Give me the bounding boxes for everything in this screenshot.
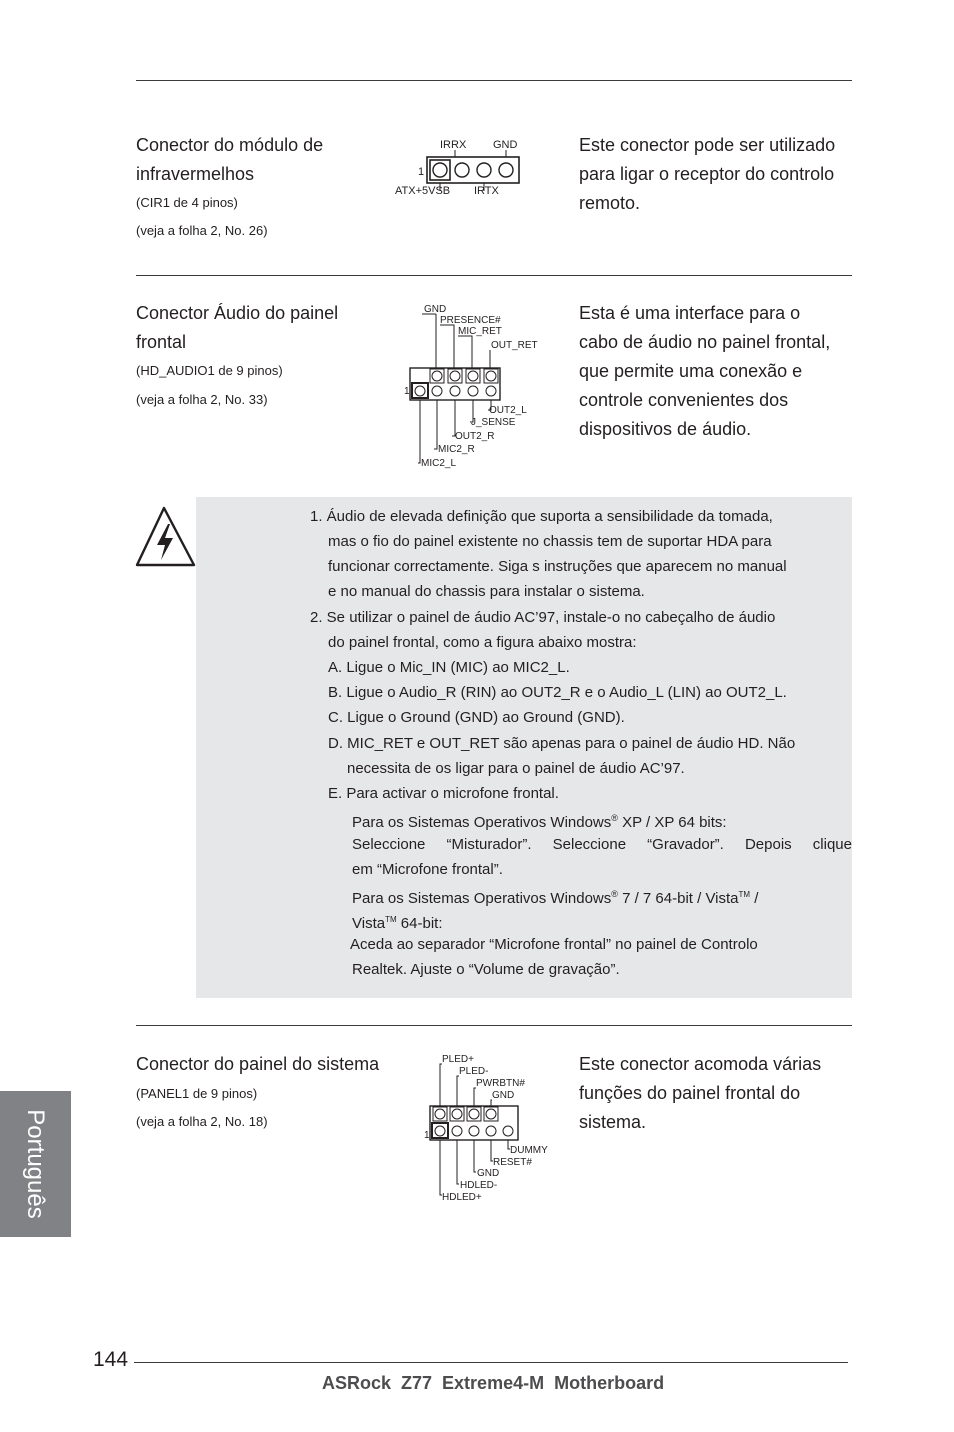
note-win7-tm: TM	[738, 890, 751, 899]
panel-title	[136, 1050, 379, 1079]
audio-description	[579, 299, 830, 444]
cir-title	[136, 131, 323, 189]
panel-label-pwrbtn: PWRBTN#	[476, 1078, 525, 1089]
note-line-12: E. Para activar o microfone frontal.	[328, 785, 559, 802]
panel-label-pled-plus: PLED+	[442, 1054, 474, 1065]
audio-label-mic-ret: MIC_RET	[458, 326, 502, 337]
note-vista-tm: TM	[385, 915, 397, 924]
panel-description	[579, 1050, 821, 1137]
note-line-5: 2. Se utilizar o painel de áudio AC’97, instale-o no cabeçalho de áudio	[310, 609, 776, 626]
note-line-xp	[352, 806, 727, 835]
section-rule-2	[136, 1025, 852, 1026]
note-win7-mid: 7 / 7 64-bit / Vista	[617, 890, 739, 907]
panel-label-dummy: DUMMY	[510, 1145, 548, 1156]
audio-header-diagram	[400, 300, 550, 472]
note-xp-prefix: Para os Sistemas Operativos Windows	[352, 814, 612, 831]
note-line-10: D. MIC_RET e OUT_RET são apenas para o painel de áudio HD. Não	[328, 735, 796, 752]
audio-label-gnd: GND	[424, 304, 447, 315]
audio-desc-line-3: que permite uma conexão e	[579, 361, 803, 381]
page-number: 144	[93, 1348, 129, 1371]
audio-title-line-2: frontal	[136, 332, 187, 352]
panel-header-diagram	[420, 1050, 560, 1206]
note-line-2: mas o fio do painel existente no chassis tem de suportar HDA para	[328, 533, 772, 550]
cir-title-line-2: infravermelhos	[136, 164, 255, 184]
audio-label-mic2-l: MIC2_L	[421, 458, 457, 469]
audio-title-line-1: Conector Áudio do painel	[136, 303, 339, 323]
audio-label-out2-l: OUT2_L	[489, 405, 527, 416]
audio-desc-line-1: Esta é uma interface para o	[579, 303, 801, 323]
cir-pin-info: (CIR1 de 4 pinos)	[136, 195, 238, 210]
note-line-14: em “Microfone frontal”.	[352, 861, 503, 878]
audio-label-out2-r: OUT2_R	[455, 431, 495, 442]
cir-desc-line-1: Este conector pode ser utilizado	[579, 135, 836, 155]
note-line-16: Realtek. Ajuste o “Volume de gravação”.	[352, 961, 620, 978]
cir-header-diagram	[390, 133, 530, 199]
cir-label-irrx: IRRX	[440, 139, 467, 151]
panel-desc-line-2: funções do painel frontal do	[579, 1083, 801, 1103]
note-line-13: Seleccione “Misturador”. Seleccione “Gravador”. Depois clique	[352, 836, 852, 853]
panel-label-hdled-plus: HDLED+	[442, 1192, 482, 1203]
cir-label-atx5vsb: ATX+5VSB	[395, 185, 451, 197]
note-line-11: necessita de os ligar para o painel de áudio AC’97.	[347, 760, 685, 777]
audio-desc-line-2: cabo de áudio no painel frontal,	[579, 332, 831, 352]
audio-label-presence: PRESENCE#	[440, 315, 501, 326]
note-win7-suffix: /	[750, 890, 759, 907]
panel-desc-line-1: Este conector acomoda várias	[579, 1054, 822, 1074]
panel-label-reset: RESET#	[493, 1157, 532, 1168]
footer-rule	[134, 1362, 848, 1363]
note-win7-prefix: Para os Sistemas Operativos Windows	[352, 890, 612, 907]
cir-label-irtx: IRTX	[474, 185, 499, 197]
panel-sheet-ref: (veja a folha 2, No. 18)	[136, 1114, 268, 1129]
audio-sheet-ref: (veja a folha 2, No. 33)	[136, 392, 268, 407]
panel-label-pled-minus: PLED-	[459, 1066, 489, 1077]
panel-label-gnd-bottom: GND	[477, 1168, 500, 1179]
audio-title	[136, 299, 338, 357]
note-line-8: B. Ligue o Audio_R (RIN) ao OUT2_R e o Audio_L (LIN) ao OUT2_L.	[328, 684, 787, 701]
cir-pin1-label: 1	[418, 166, 425, 178]
audio-pin-info: (HD_AUDIO1 de 9 pinos)	[136, 363, 283, 378]
audio-label-j-sense: J_SENSE	[471, 417, 516, 428]
cir-desc-line-3: remoto.	[579, 193, 641, 213]
top-rule	[136, 80, 852, 81]
panel-label-gnd-top: GND	[492, 1090, 515, 1101]
note-win7-reg: ®	[611, 889, 618, 899]
note-line-15: Aceda ao separador “Microfone frontal” no painel de Controlo	[350, 936, 758, 953]
audio-label-mic2-r: MIC2_R	[438, 444, 475, 455]
language-tab-label: Português	[22, 1109, 49, 1219]
note-line-6: do painel frontal, como a figura abaixo mostra:	[328, 634, 637, 651]
product-name: ASRock Z77 Extreme4-M Motherboard	[322, 1373, 665, 1393]
panel-pin1-label: 1	[424, 1130, 430, 1141]
cir-sheet-ref: (veja a folha 2, No. 26)	[136, 223, 268, 238]
audio-desc-line-4: controle convenientes dos	[579, 390, 789, 410]
section-rule-1	[136, 275, 852, 276]
note-vista-prefix: Vista	[352, 915, 386, 932]
panel-title-line-1: Conector do painel do sistema	[136, 1054, 380, 1074]
audio-label-out-ret: OUT_RET	[491, 340, 538, 351]
note-vista-suffix: 64-bit:	[396, 915, 443, 932]
warning-icon	[134, 505, 198, 567]
panel-pin-info: (PANEL1 de 9 pinos)	[136, 1086, 258, 1101]
note-xp-suffix: XP / XP 64 bits:	[617, 814, 727, 831]
note-line-9: C. Ligue o Ground (GND) ao Ground (GND).	[328, 709, 625, 726]
language-tab	[0, 1091, 71, 1237]
note-line-7: A. Ligue o Mic_IN (MIC) ao MIC2_L.	[328, 659, 570, 676]
panel-desc-line-3: sistema.	[579, 1112, 647, 1132]
note-line-4: e no manual do chassis para instalar o sistema.	[328, 583, 645, 600]
note-line-1: 1. Áudio de elevada definição que suporta a sensibilidade da tomada,	[310, 508, 773, 525]
cir-description	[579, 131, 835, 218]
panel-label-hdled-minus: HDLED-	[460, 1180, 498, 1191]
audio-desc-line-5: dispositivos de áudio.	[579, 419, 752, 439]
note-xp-reg: ®	[611, 813, 618, 823]
cir-label-gnd: GND	[493, 139, 518, 151]
cir-title-line-1: Conector do módulo de	[136, 135, 324, 155]
audio-pin1-label: 1	[404, 386, 410, 397]
cir-desc-line-2: para ligar o receptor do controlo	[579, 164, 835, 184]
note-line-3: funcionar correctamente. Siga s instruções que aparecem no manual	[328, 558, 787, 575]
